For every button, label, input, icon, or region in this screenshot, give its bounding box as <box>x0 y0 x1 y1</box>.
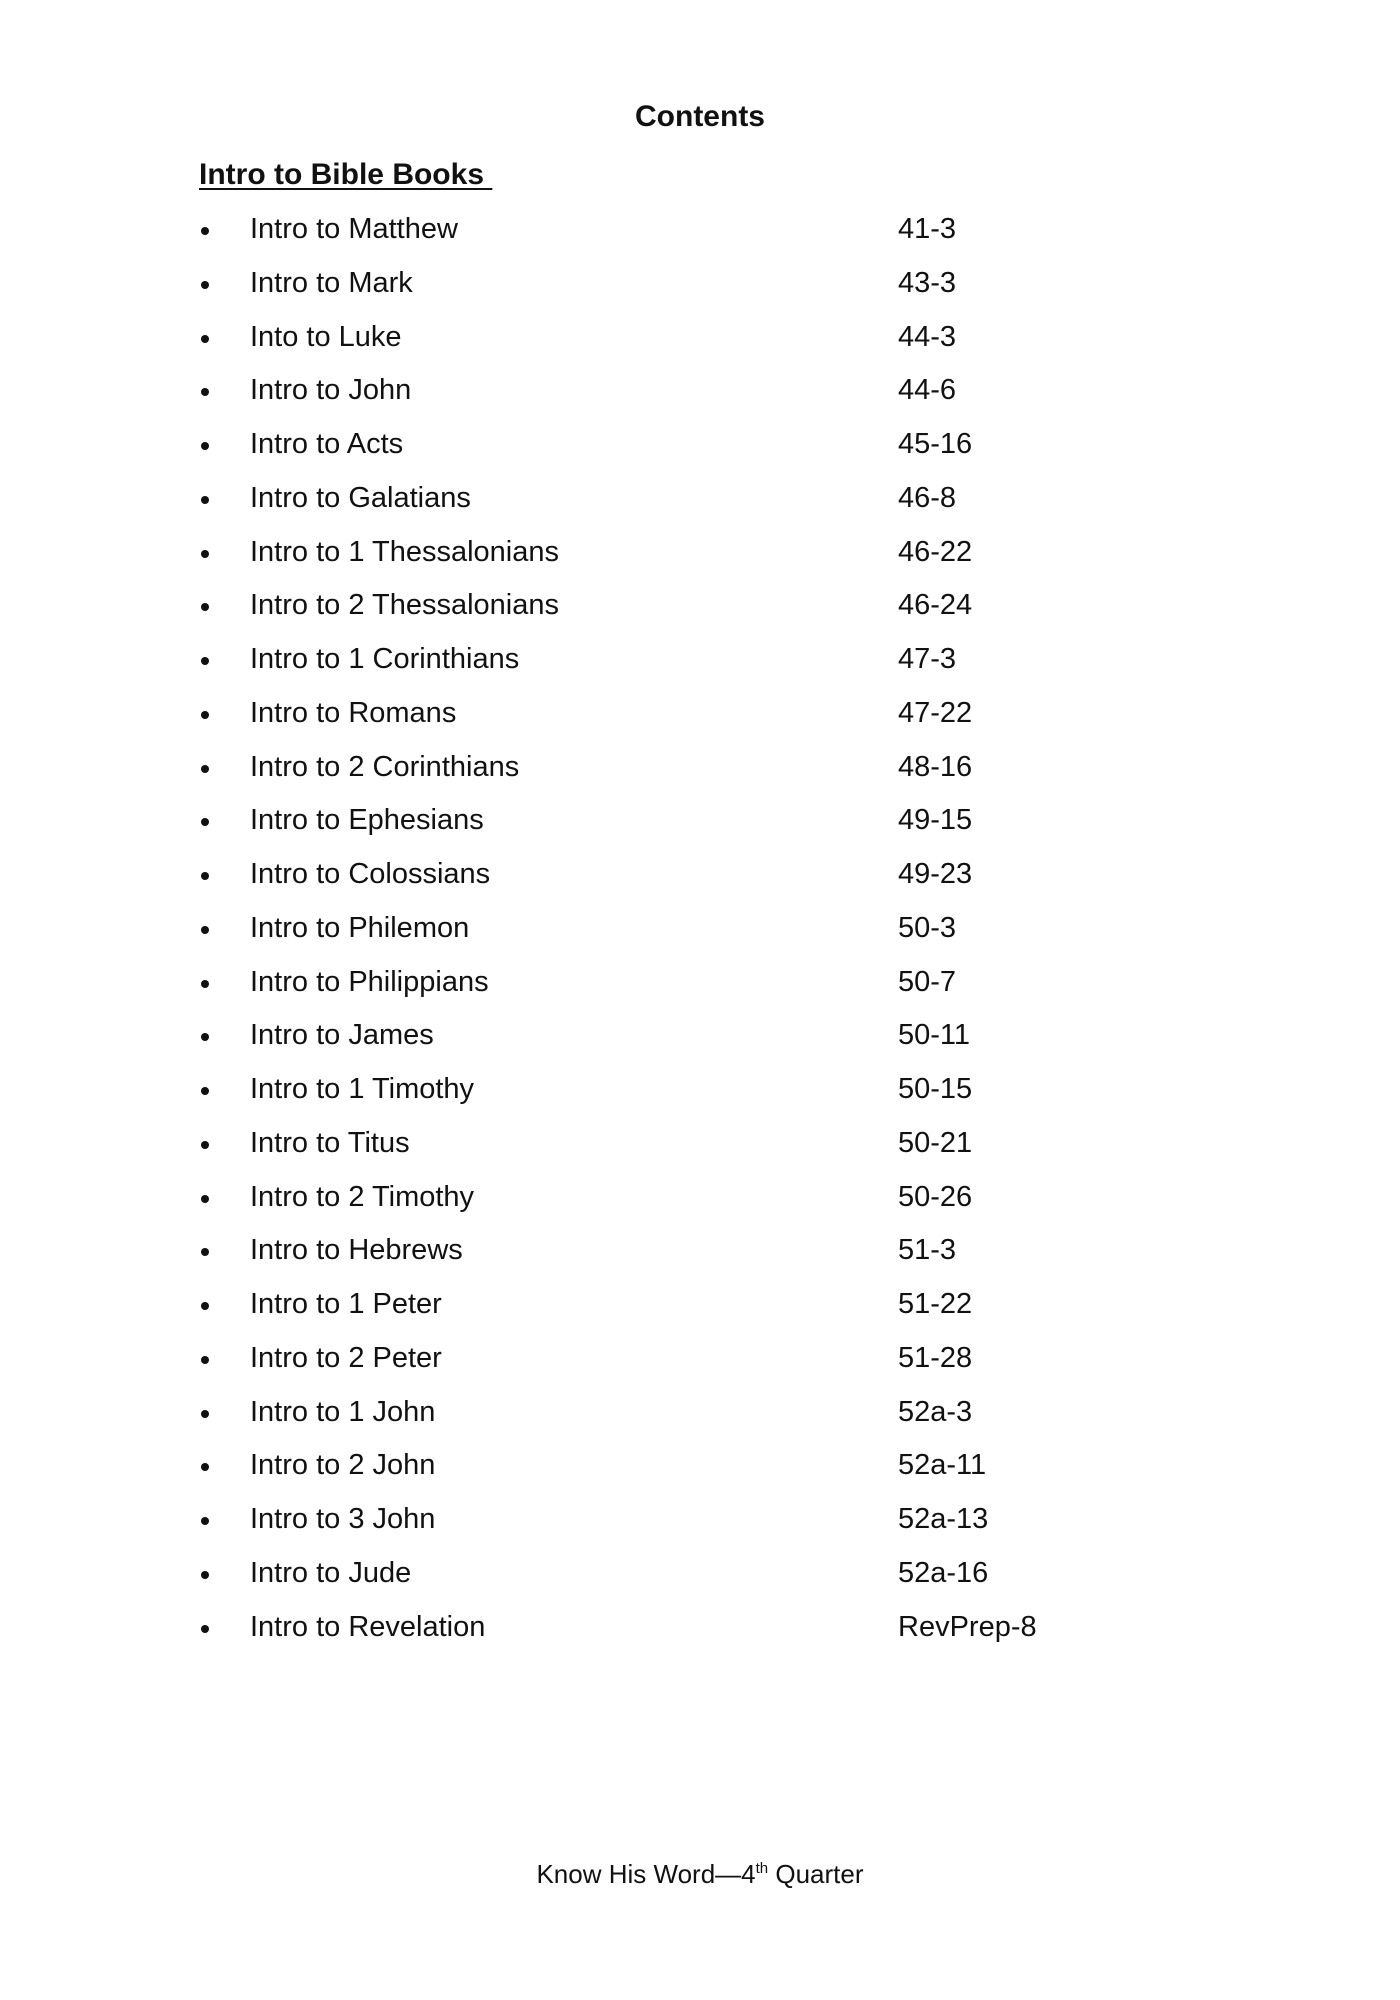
toc-entry[interactable] <box>199 1609 1199 1663</box>
bullet-icon <box>201 1248 209 1256</box>
toc-entry-title: Intro to Colossians <box>250 858 491 890</box>
page-title: Contents <box>635 100 765 133</box>
toc-entry-title: Into to Luke <box>250 320 402 353</box>
toc-entry-title: Intro to 2 John <box>250 1449 436 1482</box>
toc-entry[interactable] <box>199 641 1199 695</box>
toc-entry-title: Intro to 2 Peter <box>250 1341 442 1374</box>
toc-entry[interactable] <box>199 1340 1199 1394</box>
bullet-icon <box>201 281 209 289</box>
toc-entry-page: 52a-16 <box>898 1556 989 1589</box>
toc-entry-title: Intro to Matthew <box>250 213 458 245</box>
bullet-icon <box>201 765 209 773</box>
toc-entry[interactable] <box>199 1071 1199 1125</box>
toc-entry[interactable] <box>199 319 1199 373</box>
bullet-icon <box>201 1517 209 1525</box>
toc-entry[interactable] <box>199 1555 1199 1609</box>
toc-entry-page: 46-8 <box>898 481 957 514</box>
toc-entry-page: 51-28 <box>898 1341 973 1374</box>
bullet-icon <box>201 1625 209 1633</box>
toc-entry-page: 50-7 <box>898 965 957 998</box>
footer-suffix: Quarter <box>768 1859 864 1889</box>
bullet-icon <box>201 1141 209 1149</box>
footer-text: Know His Word—4 <box>536 1859 756 1889</box>
section-heading: Intro to Bible Books <box>199 158 493 191</box>
toc-entry-page: 52a-3 <box>898 1395 973 1428</box>
toc-entry[interactable] <box>199 1501 1199 1555</box>
toc-entry-title: Intro to Galatians <box>250 481 471 514</box>
toc-entry-title: Intro to John <box>250 374 412 407</box>
toc-entry-title: Intro to Philippians <box>250 965 489 998</box>
toc-entry[interactable] <box>199 1286 1199 1340</box>
toc-entry[interactable] <box>199 211 1199 265</box>
toc-list <box>199 211 1199 1662</box>
bullet-icon <box>201 872 209 880</box>
toc-entry-title: Intro to Ephesians <box>250 804 484 837</box>
bullet-icon <box>201 1033 209 1041</box>
toc-entry-title: Intro to Philemon <box>250 911 470 944</box>
toc-entry-page: 51-3 <box>898 1234 957 1267</box>
toc-entry-page: 51-22 <box>898 1288 973 1320</box>
toc-entry-page: 50-3 <box>898 911 957 944</box>
toc-entry-page: 44-6 <box>898 374 957 407</box>
bullet-icon <box>201 388 209 396</box>
toc-entry-page: 41-3 <box>898 213 957 245</box>
bullet-icon <box>201 711 209 719</box>
footer-superscript: th <box>755 1860 769 1877</box>
toc-entry-page: 47-3 <box>898 643 957 675</box>
bullet-icon <box>201 657 209 665</box>
toc-entry-title: Intro to 2 Timothy <box>250 1180 475 1213</box>
toc-entry-title: Intro to Titus <box>250 1126 410 1159</box>
bullet-icon <box>201 1087 209 1095</box>
toc-entry-page: 52a-13 <box>898 1503 989 1535</box>
bullet-icon <box>201 496 209 504</box>
toc-entry[interactable] <box>199 964 1199 1018</box>
bullet-icon <box>201 1463 209 1471</box>
bullet-icon <box>201 926 209 934</box>
bullet-icon <box>201 980 209 988</box>
toc-entry[interactable] <box>199 1017 1199 1071</box>
bullet-icon <box>201 818 209 826</box>
toc-entry-title: Intro to 3 John <box>250 1503 436 1535</box>
toc-entry-title: Intro to James <box>250 1019 434 1052</box>
toc-entry[interactable] <box>199 480 1199 534</box>
toc-entry[interactable] <box>199 426 1199 480</box>
toc-entry-page: 50-26 <box>898 1180 973 1213</box>
toc-entry[interactable] <box>199 534 1199 588</box>
bullet-icon <box>201 335 209 343</box>
toc-entry-page: 50-11 <box>898 1019 971 1052</box>
toc-entry-title: Intro to Mark <box>250 266 413 299</box>
toc-entry-page: 44-3 <box>898 320 957 353</box>
toc-entry-page: RevPrep-8 <box>898 1610 1037 1643</box>
toc-entry[interactable] <box>199 265 1199 319</box>
toc-entry-title: Intro to Jude <box>250 1556 412 1589</box>
bullet-icon <box>201 1302 209 1310</box>
bullet-icon <box>201 442 209 450</box>
toc-entry-title: Intro to Revelation <box>250 1610 486 1643</box>
bullet-icon <box>201 603 209 611</box>
toc-entry-page: 52a-11 <box>898 1449 987 1482</box>
page-footer <box>0 1858 1400 1890</box>
toc-entry-title: Intro to Hebrews <box>250 1234 463 1267</box>
toc-entry[interactable] <box>199 1232 1199 1286</box>
bullet-icon <box>201 1410 209 1418</box>
toc-entry[interactable] <box>199 1447 1199 1501</box>
toc-entry[interactable] <box>199 802 1199 856</box>
toc-entry-page: 47-22 <box>898 696 973 729</box>
toc-entry[interactable] <box>199 695 1199 749</box>
toc-entry-page: 50-21 <box>898 1126 973 1159</box>
toc-entry-title: Intro to 1 John <box>250 1395 436 1428</box>
toc-entry[interactable] <box>199 749 1199 803</box>
toc-entry-title: Intro to 2 Corinthians <box>250 750 520 783</box>
toc-entry-page: 46-24 <box>898 589 973 622</box>
toc-entry-title: Intro to 2 Thessalonians <box>250 589 559 622</box>
toc-entry-page: 45-16 <box>898 428 973 460</box>
bullet-icon <box>201 227 209 235</box>
bullet-icon <box>201 1571 209 1579</box>
toc-entry-title: Intro to Acts <box>250 428 404 460</box>
toc-entry[interactable] <box>199 910 1199 964</box>
toc-entry[interactable] <box>199 856 1199 910</box>
toc-entry-title: Intro to 1 Timothy <box>250 1073 475 1105</box>
toc-entry-title: Intro to 1 Peter <box>250 1288 442 1320</box>
bullet-icon <box>201 1195 209 1203</box>
toc-entry-page: 46-22 <box>898 535 973 568</box>
toc-entry-title: Intro to 1 Corinthians <box>250 643 520 675</box>
toc-entry-page: 43-3 <box>898 266 957 299</box>
bullet-icon <box>201 550 209 558</box>
toc-entry-page: 49-15 <box>898 804 973 837</box>
toc-entry[interactable] <box>199 1125 1199 1179</box>
toc-entry[interactable] <box>199 1394 1199 1448</box>
toc-entry[interactable] <box>199 372 1199 426</box>
toc-entry[interactable] <box>199 587 1199 641</box>
toc-entry-title: Intro to Romans <box>250 696 457 729</box>
toc-entry-title: Intro to 1 Thessalonians <box>250 535 559 568</box>
toc-entry-page: 48-16 <box>898 750 973 783</box>
toc-entry-page: 50-15 <box>898 1073 973 1105</box>
bullet-icon <box>201 1356 209 1364</box>
toc-entry[interactable] <box>199 1179 1199 1233</box>
toc-entry-page: 49-23 <box>898 858 973 890</box>
